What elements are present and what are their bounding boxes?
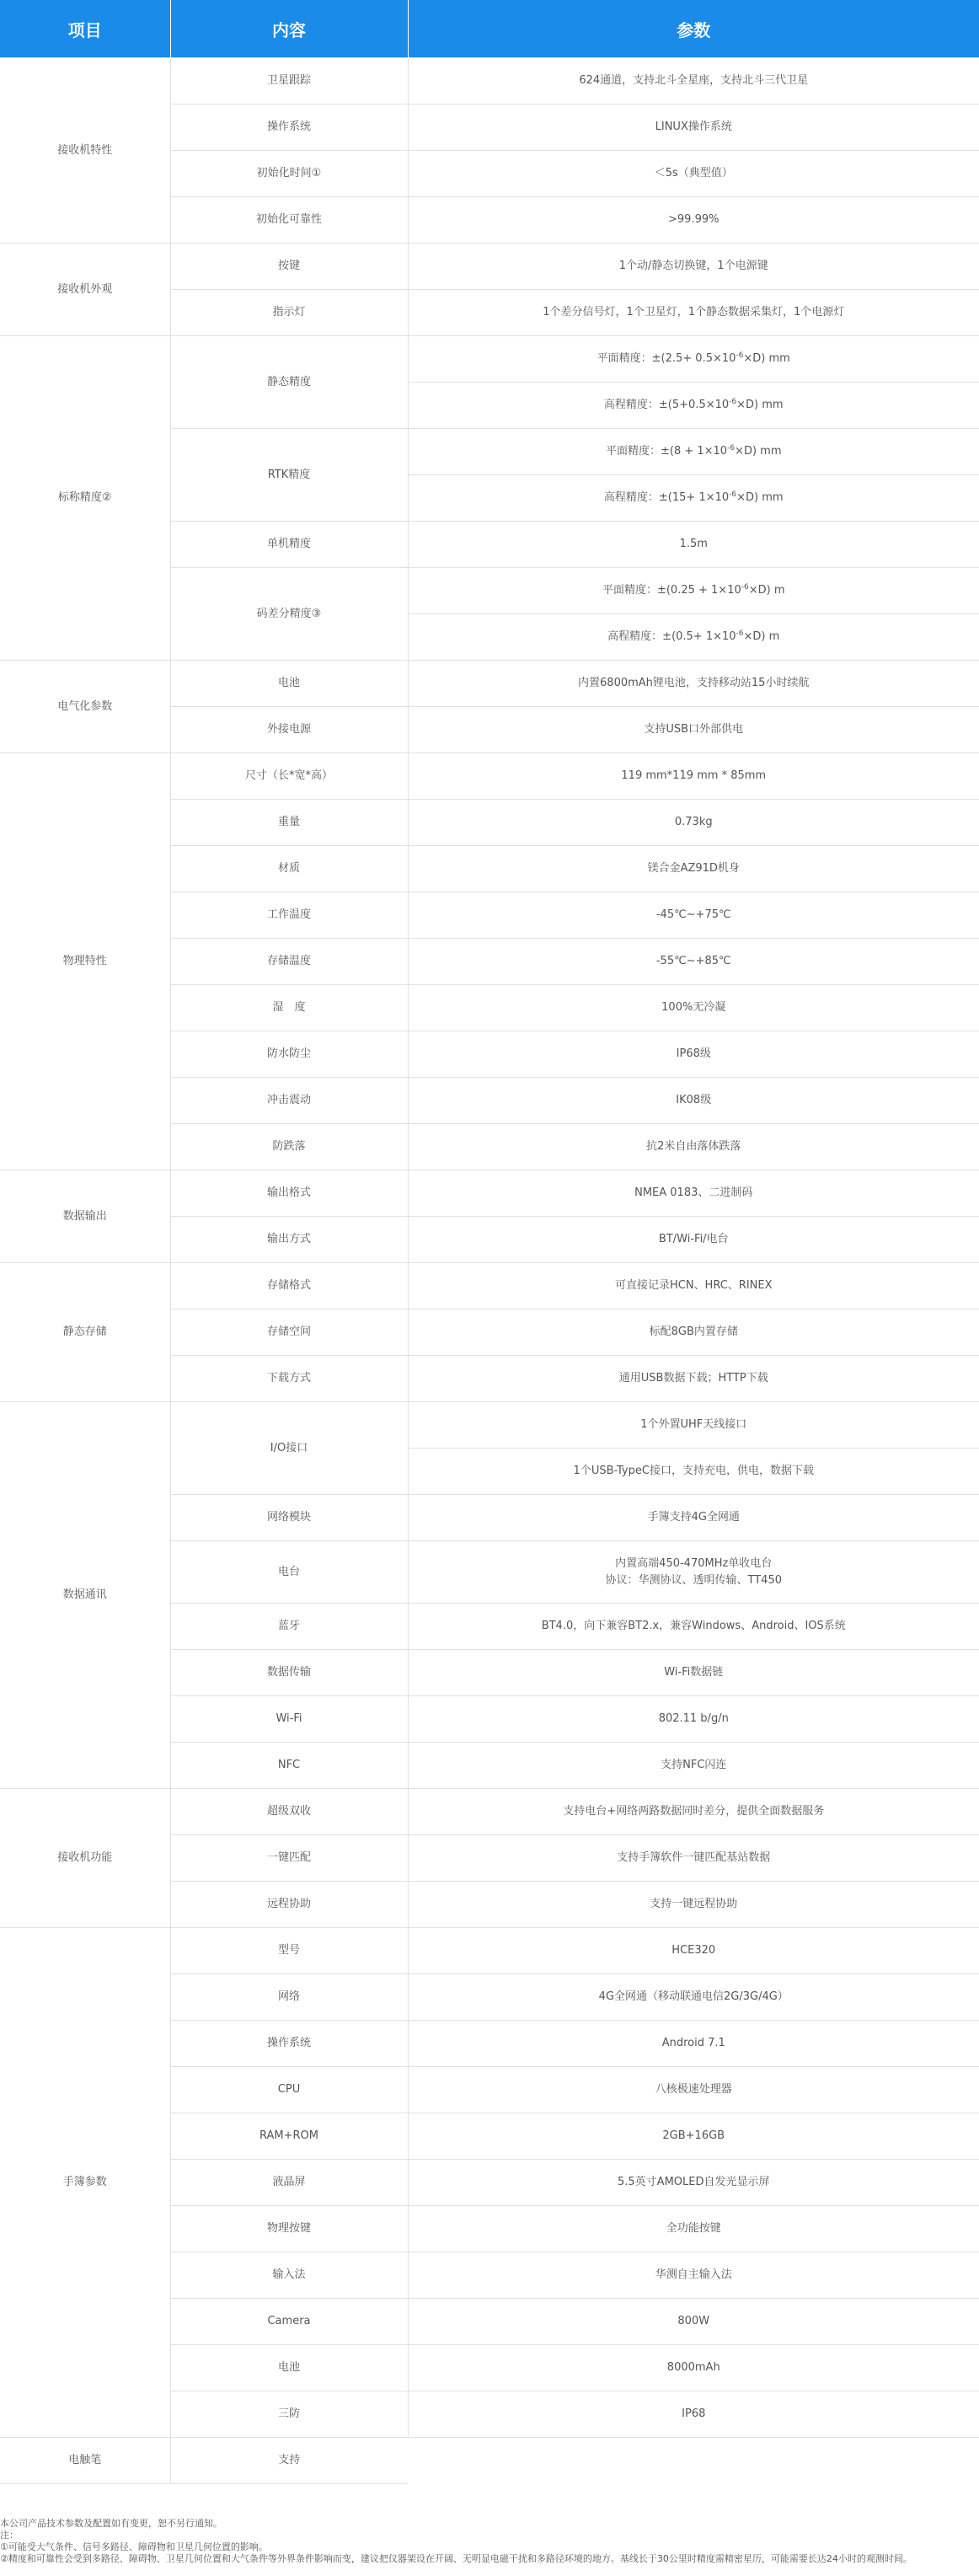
param-cell (408, 197, 979, 244)
param-cell (408, 244, 979, 290)
param-cell (408, 1078, 979, 1124)
param-cell (408, 1170, 979, 1217)
param-exponent: -6 (729, 398, 737, 406)
param-text: IK08级 (676, 1094, 712, 1106)
param-suffix: ×D) mm (736, 399, 784, 411)
param-cell (408, 1356, 979, 1402)
param-exponent: -6 (736, 629, 744, 638)
content-cell: 物理按键 (170, 2206, 408, 2252)
content-cell: 存储温度 (170, 939, 408, 985)
content-cell: 输出格式 (170, 1170, 408, 1217)
param-cell (408, 2345, 979, 2391)
param-cell (408, 1309, 979, 1356)
param-text: 支持手簿软件一键匹配基站数据 (617, 1851, 771, 1864)
param-cell (408, 1449, 979, 1495)
param-cell (408, 1124, 979, 1170)
param-cell (408, 1743, 979, 1789)
group-cell: 接收机功能 (0, 1789, 170, 1928)
spec-table-body (0, 58, 979, 2484)
param-text: 八核极速处理器 (655, 2083, 732, 2096)
param-cell (408, 522, 979, 568)
param-cell (408, 2299, 979, 2345)
content-cell: 工作温度 (170, 892, 408, 939)
param-text: 内置高端450-470MHz单收电台 (615, 1556, 773, 1570)
param-text: NMEA 0183、二进制码 (634, 1186, 753, 1199)
param-text: 通用USB数据下载；HTTP下载 (618, 1372, 768, 1384)
param-cell (408, 1835, 979, 1882)
param-cell (408, 1495, 979, 1541)
param-cell (408, 661, 979, 707)
footnote-label: 注： (0, 2530, 19, 2541)
content-cell: NFC (170, 1743, 408, 1789)
param-text: 100%无冷凝 (661, 1001, 726, 1014)
group-cell: 静态存储 (0, 1263, 170, 1402)
param-text: 全功能按键 (666, 2222, 721, 2235)
content-cell: 重量 (170, 800, 408, 846)
param-cell (408, 707, 979, 753)
content-cell: 冲击震动 (170, 1078, 408, 1124)
content-cell: 湿 度 (170, 985, 408, 1031)
table-row (0, 58, 979, 104)
param-suffix: ×D) m (748, 584, 785, 597)
header-row (0, 0, 979, 58)
param-cell (408, 104, 979, 151)
content-cell: 远程协助 (170, 1882, 408, 1928)
group-cell: 数据输出 (0, 1170, 170, 1263)
param-text: 支持一键远程协助 (650, 1898, 738, 1910)
param-text: 1.5m (679, 538, 708, 550)
param-cell (408, 2391, 979, 2438)
param-text: 4G全网通（移动联通电信2G/3G/4G） (598, 1990, 789, 2003)
param-text: 高程精度：±(0.5+ 1×10 (607, 630, 736, 643)
param-cell (408, 1541, 979, 1604)
param-text: -45℃~+75℃ (655, 908, 731, 921)
table-row (0, 1263, 979, 1309)
header-params: 参数 (408, 0, 979, 58)
param-exponent: -6 (729, 490, 737, 499)
content-cell: Wi-Fi (170, 1696, 408, 1743)
content-cell: 静态精度 (170, 336, 408, 429)
content-cell: RTK精度 (170, 429, 408, 522)
param-cell (408, 892, 979, 939)
param-cell (408, 2206, 979, 2252)
param-text: 平面精度：±(2.5+ 0.5×10 (596, 352, 736, 365)
param-text: IP68 (682, 2407, 706, 2420)
param-text: Android 7.1 (661, 2037, 725, 2049)
param-cell (408, 1402, 979, 1449)
footnote-disclaimer: 本公司产品技术参数及配置如有变更，恕不另行通知。 (0, 2518, 222, 2529)
content-cell: 一键匹配 (170, 1835, 408, 1882)
content-cell: 输入法 (170, 2252, 408, 2299)
content-cell: 型号 (170, 1928, 408, 1974)
param-suffix: ×D) mm (736, 491, 784, 504)
param-cell (408, 383, 979, 429)
param-text: -55℃~+85℃ (655, 955, 731, 967)
param-text: 高程精度：±(15+ 1×10 (603, 491, 730, 504)
content-cell: 电触笔 (0, 2438, 170, 2484)
param-text: HCE320 (671, 1944, 716, 1957)
param-cell (408, 985, 979, 1031)
content-cell: Camera (170, 2299, 408, 2345)
param-suffix: ×D) mm (735, 445, 782, 458)
content-cell: 网络模块 (170, 1495, 408, 1541)
param-cell (408, 1604, 979, 1650)
content-cell: 液晶屏 (170, 2160, 408, 2206)
param-cell (408, 58, 979, 104)
param-text: ＜5s（典型值） (654, 167, 733, 179)
param-text: 802.11 b/g/n (658, 1712, 729, 1725)
param-text: 1个外置UHF天线接口 (640, 1418, 747, 1431)
param-cell (408, 800, 979, 846)
param-cell (408, 1974, 979, 2021)
table-row (0, 661, 979, 707)
param-text: 1个动/静态切换键，1个电源键 (618, 260, 768, 272)
param-text-line2: 协议：华测协议、透明传输、TT450 (605, 1573, 782, 1587)
param-cell (408, 1882, 979, 1928)
table-row (0, 2438, 979, 2484)
content-cell: 电池 (170, 661, 408, 707)
param-text: 800W (677, 2315, 710, 2327)
param-text: >99.99% (668, 213, 720, 226)
content-cell: 存储格式 (170, 1263, 408, 1309)
content-cell: 尺寸（长*宽*高） (170, 753, 408, 800)
param-cell (408, 753, 979, 800)
content-cell: 下载方式 (170, 1356, 408, 1402)
param-text: 支持NFC闪连 (661, 1759, 727, 1771)
param-cell (408, 1217, 979, 1263)
content-cell: 指示灯 (170, 290, 408, 336)
param-cell (408, 2160, 979, 2206)
table-row (0, 753, 979, 800)
param-text: 5.5英寸AMOLED自发光显示屏 (618, 2176, 770, 2188)
param-exponent: -6 (736, 351, 744, 360)
content-cell: RAM+ROM (170, 2113, 408, 2160)
param-exponent: -6 (741, 583, 749, 592)
param-cell (408, 2067, 979, 2113)
param-text: 1个差分信号灯，1个卫星灯，1个静态数据采集灯，1个电源灯 (543, 306, 845, 319)
param-cell (408, 1031, 979, 1078)
param-text: IP68级 (676, 1047, 711, 1060)
content-cell: 材质 (170, 846, 408, 892)
content-cell: 电池 (170, 2345, 408, 2391)
param-cell (408, 846, 979, 892)
param-cell (408, 290, 979, 336)
content-cell: 三防 (170, 2391, 408, 2438)
param-text: 抗2米自由落体跌落 (646, 1140, 741, 1153)
table-row (0, 1789, 979, 1835)
param-suffix: ×D) mm (743, 352, 790, 365)
content-cell: 码差分精度③ (170, 568, 408, 661)
group-cell: 电气化参数 (0, 661, 170, 753)
content-cell: 网络 (170, 1974, 408, 2021)
param-text: 1个USB-TypeC接口，支持充电，供电，数据下载 (573, 1465, 814, 1477)
param-cell (408, 614, 979, 661)
param-text: 0.73kg (674, 816, 713, 828)
content-cell: 电台 (170, 1541, 408, 1604)
group-cell: 接收机特性 (0, 58, 170, 244)
param-cell (170, 2438, 408, 2484)
content-cell: 数据传输 (170, 1650, 408, 1696)
param-cell (408, 429, 979, 475)
content-cell: 卫星跟踪 (170, 58, 408, 104)
group-cell: 标称精度② (0, 336, 170, 661)
content-cell: 初始化时间① (170, 151, 408, 197)
content-cell: 存储空间 (170, 1309, 408, 1356)
content-cell: 输出方式 (170, 1217, 408, 1263)
table-row (0, 336, 979, 383)
param-text: LINUX操作系统 (655, 120, 732, 133)
table-row (0, 244, 979, 290)
content-cell: 防水防尘 (170, 1031, 408, 1078)
content-cell: 防跌落 (170, 1124, 408, 1170)
param-text: Wi-Fi数据链 (664, 1666, 724, 1679)
footnote-1: ①可能受大气条件、信号多路径、障碍物和卫星几何位置的影响。 (0, 2541, 268, 2552)
param-cell (408, 1263, 979, 1309)
param-text: 可直接记录HCN、HRC、RINEX (614, 1279, 773, 1292)
param-text: 平面精度：±(0.25 + 1×10 (602, 584, 741, 597)
content-cell: 按键 (170, 244, 408, 290)
table-row (0, 1170, 979, 1217)
param-cell (408, 939, 979, 985)
content-cell: 单机精度 (170, 522, 408, 568)
param-exponent: -6 (727, 444, 736, 453)
param-cell (408, 151, 979, 197)
param-text: 平面精度：±(8 + 1×10 (605, 445, 728, 458)
param-text: BT4.0，向下兼容BT2.x，兼容Windows、Android、IOS系统 (541, 1620, 846, 1632)
table-row (0, 1402, 979, 1449)
table-row (0, 1928, 979, 1974)
param-text: 高程精度：±(5+0.5×10 (603, 399, 730, 411)
param-text: 119 mm*119 mm * 85mm (621, 769, 767, 782)
param-text: 2GB+16GB (662, 2129, 725, 2142)
param-cell (408, 2021, 979, 2067)
param-cell (408, 1928, 979, 1974)
content-cell: CPU (170, 2067, 408, 2113)
param-text: 标配8GB内置存储 (649, 1325, 738, 1338)
param-cell (408, 336, 979, 383)
content-cell: 蓝牙 (170, 1604, 408, 1650)
content-cell: 外接电源 (170, 707, 408, 753)
param-text: 8000mAh (666, 2361, 720, 2374)
param-cell (408, 2113, 979, 2160)
param-suffix: ×D) m (743, 630, 780, 643)
group-cell: 手簿参数 (0, 1928, 170, 2438)
param-text: BT/Wi-Fi/电台 (658, 1233, 729, 1245)
param-text: 手簿支持4G全网通 (647, 1511, 740, 1524)
param-cell (408, 1650, 979, 1696)
group-cell: 物理特性 (0, 753, 170, 1170)
footnote-2: ②精度和可靠性会受到多路径、障碍物、卫星几何位置和大气条件等外界条件影响而变，建议把仪器架设在开阔、无明显电磁干扰和多路径环境的地方。基线长于30公里时精度需精密星历，可能需要长达24小时的观测时间。 (0, 2553, 912, 2564)
param-text: 支持 (278, 2454, 301, 2466)
content-cell: 操作系统 (170, 104, 408, 151)
param-cell (408, 2252, 979, 2299)
param-cell (408, 1696, 979, 1743)
group-cell: 数据通讯 (0, 1402, 170, 1789)
param-text: 镁合金AZ91D机身 (647, 862, 740, 875)
param-cell (408, 1789, 979, 1835)
param-cell (408, 568, 979, 614)
content-cell: 超级双收 (170, 1789, 408, 1835)
param-text: 华测自主输入法 (655, 2268, 732, 2281)
content-cell: 操作系统 (170, 2021, 408, 2067)
param-text: 支持电台+网络两路数据同时差分，提供全面数据服务 (563, 1805, 825, 1818)
footnotes (0, 2518, 979, 2565)
param-text: 支持USB口外部供电 (644, 723, 744, 736)
content-cell: 初始化可靠性 (170, 197, 408, 244)
param-cell (408, 475, 979, 522)
param-text: 624通道，支持北斗全星座，支持北斗三代卫星 (579, 74, 809, 87)
content-cell: I/O接口 (170, 1402, 408, 1495)
param-text: 内置6800mAh锂电池，支持移动站15小时续航 (578, 677, 810, 689)
header-content: 内容 (170, 0, 408, 58)
group-cell: 接收机外观 (0, 244, 170, 336)
header-item: 项目 (0, 0, 170, 58)
